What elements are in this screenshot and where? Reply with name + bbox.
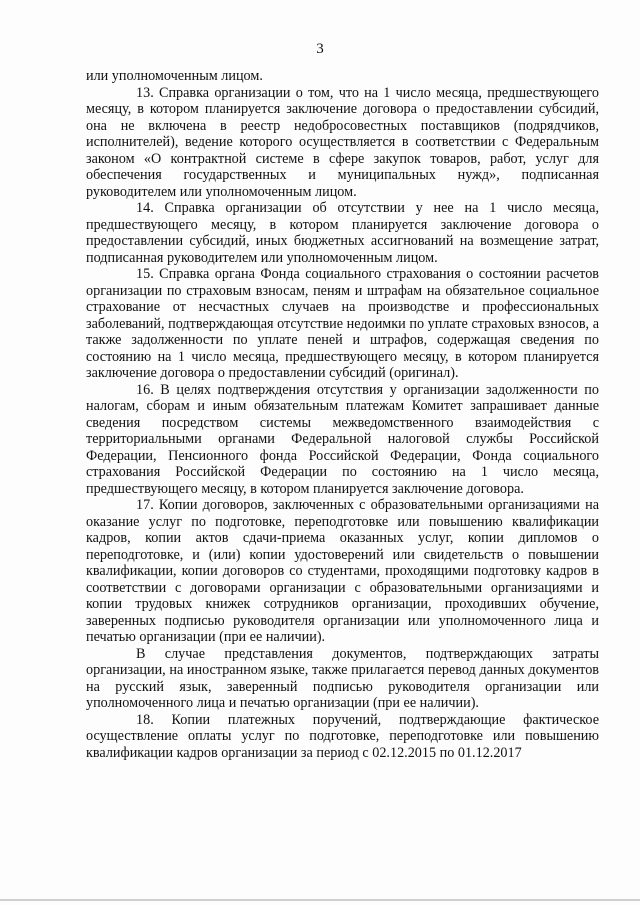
paragraph-item-16: 16. В целях подтверждения отсутствия у организации задолженности по налогам, сборам и иным обязательным платежам Комитет запрашивает данные сведения посредством системы межведомственного взаимодействия с территориальными органами Федеральной налоговой службы Российской Федерации, Пенсионного фонда Российской Федерации, Фонда социального страхования Российской Федерации по состоянию на 1 число месяца, предшествующего месяцу, в котором планируется заключение договора. <box>86 381 599 497</box>
scan-bottom-edge <box>0 899 640 901</box>
document-body <box>86 68 599 761</box>
paragraph-item-13: 13. Справка организации о том, что на 1 число месяца, предшествующего месяцу, в котором планируется заключение договора о предоставлении субсидий, она не включена в реестр недобросовестных поставщиков (подрядчиков, исполнителей), ведение которого осуществляется в соответствии с Федеральным законом «О контрактной системе в сфере закупок товаров, работ, услуг для обеспечения государственных и муниципальных нужд», подписанная руководителем или уполномоченным лицом. <box>86 84 599 200</box>
paragraph-item-14: 14. Справка организации об отсутствии у нее на 1 число месяца, предшествующего месяцу, в котором планируется заключение договора о предоставлении субсидий, иных бюджетных ассигнований на возмещение затрат, подписанная руководителем или уполномоченным лицом. <box>86 200 599 266</box>
paragraph-item-15: 15. Справка органа Фонда социального страхования о состоянии расчетов организации по страховым взносам, пеням и штрафам на обязательное социальное страхование от несчастных случаев на производстве и профессиональных заболеваний, подтверждающая отсутствие недоимки по уплате страховых взносов, а также задолженности по уплате пеней и штрафов, содержащая сведения по состоянию на 1 число месяца, предшествующего месяцу, в котором планируется заключение договора о предоставлении субсидий (оригинал). <box>86 266 599 381</box>
page-number: 3 <box>316 41 324 57</box>
paragraph-item-18: 18. Копии платежных поручений, подтверждающие фактическое осуществление оплаты услуг по подготовке, переподготовке или повышению квалификации кадров организации за период с 02.12.2015 по 01.12.2017 <box>86 711 599 761</box>
paragraph-item-17: 17. Копии договоров, заключенных с образовательными организациями на оказание услуг по подготовке, переподготовке или повышению квалификации кадров, копии актов сдачи-приема оказанных услуг, копии дипломов о переподготовке, и (или) копии удостоверений или свидетельств о повышении квалификации, копии договоров со студентами, проходящими подготовку кадров в соответствии с договорами организации с образовательными организациями и копии трудовых книжек сотрудников организации, проходивших обучение, заверенных подписью руководителя организации или уполномоченного лица и печатью организации (при ее наличии). <box>86 497 599 645</box>
paragraph-foreign-language-note: В случае представления документов, подтверждающих затраты организации, на иностранном языке, также прилагается перевод данных документов на русский язык, заверенный подписью руководителя организации или уполномоченного лица и печатью организации (при ее наличии). <box>86 645 599 711</box>
paragraph-continuation: или уполномоченным лицом. <box>86 68 263 84</box>
